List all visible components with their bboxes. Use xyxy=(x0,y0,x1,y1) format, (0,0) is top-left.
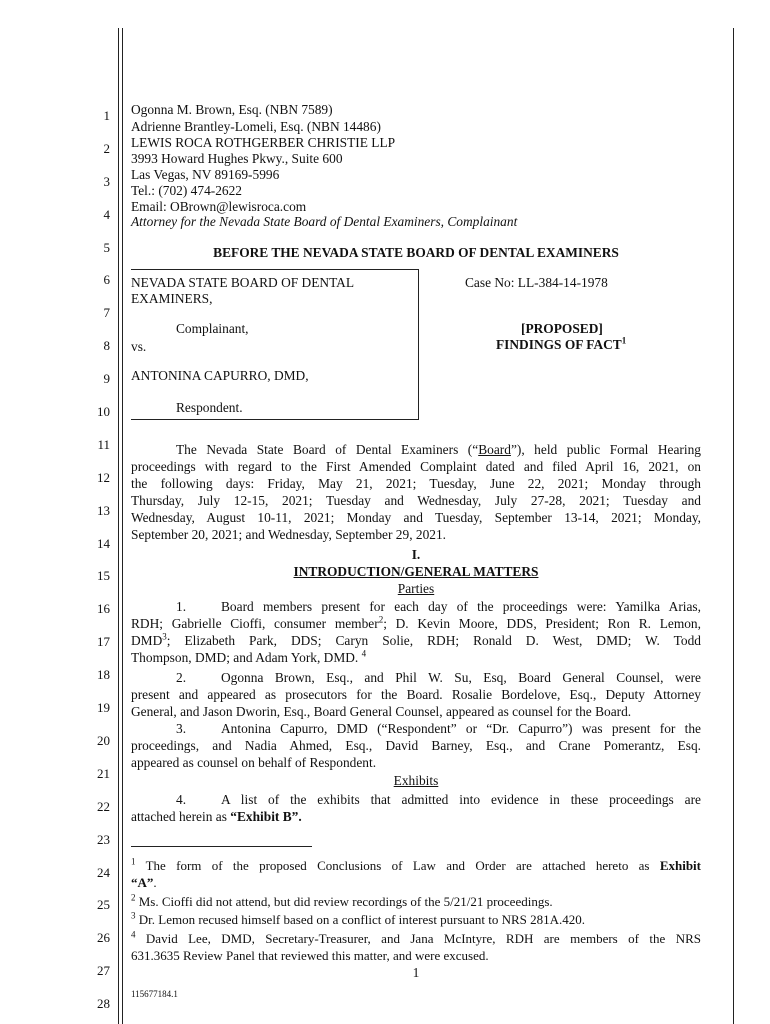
exhibit-a-ref: Exhibit xyxy=(659,858,701,873)
line-number: 2 xyxy=(103,141,110,156)
para2-line-3: General, and Jason Dworin, Esq., Board General Counsel, appeared as counsel for the Board. xyxy=(131,704,632,719)
line-number: 15 xyxy=(97,568,110,583)
footnote-ref-2: 2 xyxy=(378,614,384,625)
attorney-for: Attorney for the Nevada State Board of Dental Examiners, Complainant xyxy=(131,214,518,229)
line-number: 1 xyxy=(103,108,110,123)
right-margin-line xyxy=(733,28,734,1024)
footnote-4-line-1 xyxy=(131,930,701,947)
header-line: Adrienne Brantley-Lomeli, Esq. (NBN 14486) xyxy=(131,119,381,134)
footnote-text: . xyxy=(153,875,157,890)
para1-line-2 xyxy=(131,615,701,632)
line-number: 19 xyxy=(97,700,110,715)
intro-text: ”), held public Formal Hearing xyxy=(510,442,702,457)
footnote-separator xyxy=(131,846,312,847)
para1-line-3 xyxy=(131,632,701,649)
para4-number: 4. xyxy=(176,792,187,807)
line-number: 16 xyxy=(97,601,110,616)
line-number: 20 xyxy=(97,733,110,748)
intro-line-1 xyxy=(176,441,701,458)
para-text: Board members present for each day of the proceedings were: Yamilka Arias, xyxy=(221,599,701,614)
line-number: 22 xyxy=(97,799,110,814)
caption-respondent: ANTONINA CAPURRO, DMD, xyxy=(131,368,309,383)
header-line: Las Vegas, NV 89169-5996 xyxy=(131,167,280,182)
footnote-text: Dr. Lemon recused himself based on a conflict of interest pursuant to NRS 281A.420. xyxy=(135,912,585,927)
para-text: A list of the exhibits that admitted into evidence in these proceedings are xyxy=(221,792,701,807)
intro-text: The Nevada State Board of Dental Examiners (“ xyxy=(176,442,479,457)
line-number: 9 xyxy=(103,371,110,386)
document-id: 115677184.1 xyxy=(131,989,178,999)
para-text: DMD xyxy=(131,633,163,648)
para-text: Ogonna Brown, Esq., and Phil W. Su, Esq, Board General Counsel, were xyxy=(221,670,701,685)
line-number: 8 xyxy=(103,338,110,353)
section-title: INTRODUCTION/GENERAL MATTERS xyxy=(293,564,539,579)
line-number: 14 xyxy=(97,536,110,551)
document-title-text: FINDINGS OF FACT xyxy=(496,337,622,352)
caption-complainant-line2: EXAMINERS, xyxy=(131,291,213,306)
para3-number: 3. xyxy=(176,721,187,736)
intro-line-2: proceedings with regard to the First Amended Complaint dated and filed April 16, 2021, on xyxy=(131,459,701,474)
para-text: attached herein as xyxy=(131,809,231,824)
para3-line-2: proceedings, and Nadia Ahmed, Esq., David Barney, Esq., and Crane Pomerantz, Esq. xyxy=(131,738,701,753)
para-text: ; D. Kevin Moore, DDS, President; Ron R. Lemon, xyxy=(383,616,701,631)
para2-line-2: present and appeared as prosecutors for the Board. Rosalie Bordelove, Esq., Deputy Attorney xyxy=(131,687,701,702)
para2-line-1 xyxy=(176,669,701,686)
line-number: 27 xyxy=(97,963,110,978)
exhibits-heading: Exhibits xyxy=(393,773,439,788)
document-title-line1: [PROPOSED] xyxy=(521,321,603,336)
caption-complainant-role: Complainant, xyxy=(176,321,249,336)
section-numeral: I. xyxy=(411,547,421,562)
board-defined-term: Board xyxy=(478,442,511,457)
footnote-number: 3 xyxy=(131,910,136,921)
exhibit-a-label: “A” xyxy=(131,875,154,890)
para3-line-1 xyxy=(176,720,701,737)
header-email: Email: OBrown@lewisroca.com xyxy=(131,199,307,214)
footnote-1-line-1 xyxy=(131,857,701,874)
intro-line-3: the following days: Friday, May 21, 2021; Tuesday, June 22, 2021; Monday through xyxy=(131,476,701,491)
para1-number: 1. xyxy=(176,599,187,614)
left-margin-line-inner xyxy=(122,28,123,1024)
line-number: 11 xyxy=(97,437,110,452)
line-number: 12 xyxy=(97,470,110,485)
caption-vs: vs. xyxy=(131,339,147,354)
para-text: Thompson, DMD; and Adam York, DMD. xyxy=(131,650,362,665)
footnote-number: 4 xyxy=(131,929,136,940)
line-number: 6 xyxy=(103,272,110,287)
line-number: 17 xyxy=(97,634,110,649)
footnote-text: Ms. Cioffi did not attend, but did review recordings of the 5/21/21 proceedings. xyxy=(135,894,553,909)
para3-line-3: appeared as counsel on behalf of Respondent. xyxy=(131,755,377,770)
exhibit-b-ref: “Exhibit B”. xyxy=(230,809,302,824)
intro-line-4: Thursday, July 12-15, 2021; Tuesday and Wednesday, July 27-28, 2021; Tuesday and xyxy=(131,493,701,508)
footnote-number: 2 xyxy=(131,892,136,903)
caption-box-right-border xyxy=(418,269,419,420)
caption-complainant-line1: NEVADA STATE BOARD OF DENTAL xyxy=(131,275,355,290)
line-number: 26 xyxy=(97,930,110,945)
footnote-text: The form of the proposed Conclusions of Law and Order are attached hereto as xyxy=(135,858,660,873)
footnote-ref-1: 1 xyxy=(621,335,627,346)
footnote-4-line-2: 631.3635 Review Panel that reviewed this matter, and were excused. xyxy=(131,948,489,963)
line-number: 25 xyxy=(97,897,110,912)
para-text: Antonina Capurro, DMD (“Respondent” or “Dr. Capurro”) was present for the xyxy=(221,721,701,736)
caption-bottom-rule xyxy=(131,419,418,420)
line-number: 28 xyxy=(97,996,110,1011)
footnote-3 xyxy=(131,911,585,928)
para1-line-4 xyxy=(131,649,366,666)
footnote-2 xyxy=(131,893,553,910)
case-number: Case No: LL-384-14-1978 xyxy=(465,275,608,290)
left-margin-line-outer xyxy=(118,28,119,1024)
footnote-number: 1 xyxy=(131,856,136,867)
footnote-ref-3: 3 xyxy=(162,631,167,642)
caption-top-rule xyxy=(131,269,418,270)
line-number: 4 xyxy=(103,207,110,222)
para2-number: 2. xyxy=(176,670,187,685)
para4-line-1 xyxy=(176,791,701,808)
footnote-ref-4: 4 xyxy=(361,648,367,659)
page-number: 1 xyxy=(412,965,420,980)
para1-line-1 xyxy=(176,598,701,615)
intro-line-5: Wednesday, August 10-11, 2021; Monday and Tuesday, September 13-14, 2021; Monday, xyxy=(131,510,701,525)
header-line: Ogonna M. Brown, Esq. (NBN 7589) xyxy=(131,102,333,117)
line-number: 24 xyxy=(97,865,110,880)
line-number: 13 xyxy=(97,503,110,518)
para4-line-2 xyxy=(131,808,302,825)
line-number: 18 xyxy=(97,667,110,682)
document-title-line2 xyxy=(496,336,626,353)
line-number: 5 xyxy=(103,240,110,255)
line-number: 7 xyxy=(103,305,110,320)
line-number: 23 xyxy=(97,832,110,847)
caption-respondent-role: Respondent. xyxy=(176,400,243,415)
header-line: LEWIS ROCA ROTHGERBER CHRISTIE LLP xyxy=(131,135,396,150)
intro-line-6: September 20, 2021; and Wednesday, September 29, 2021. xyxy=(131,527,447,542)
court-title: BEFORE THE NEVADA STATE BOARD OF DENTAL EXAMINERS xyxy=(213,245,619,260)
line-number: 3 xyxy=(103,174,110,189)
footnote-1-line-2 xyxy=(131,874,157,891)
header-line: 3993 Howard Hughes Pkwy., Suite 600 xyxy=(131,151,343,166)
line-number: 10 xyxy=(97,404,110,419)
para-text: RDH; Gabrielle Cioffi, consumer member xyxy=(131,616,379,631)
line-number: 21 xyxy=(97,766,110,781)
header-line: Tel.: (702) 474-2622 xyxy=(131,183,243,198)
para-text: ; Elizabeth Park, DDS; Caryn Solie, RDH; Ronald D. West, DMD; W. Todd xyxy=(166,633,701,648)
parties-heading: Parties xyxy=(397,581,435,596)
footnote-text: David Lee, DMD, Secretary-Treasurer, and Jana McIntyre, RDH are members of the NRS xyxy=(135,931,701,946)
